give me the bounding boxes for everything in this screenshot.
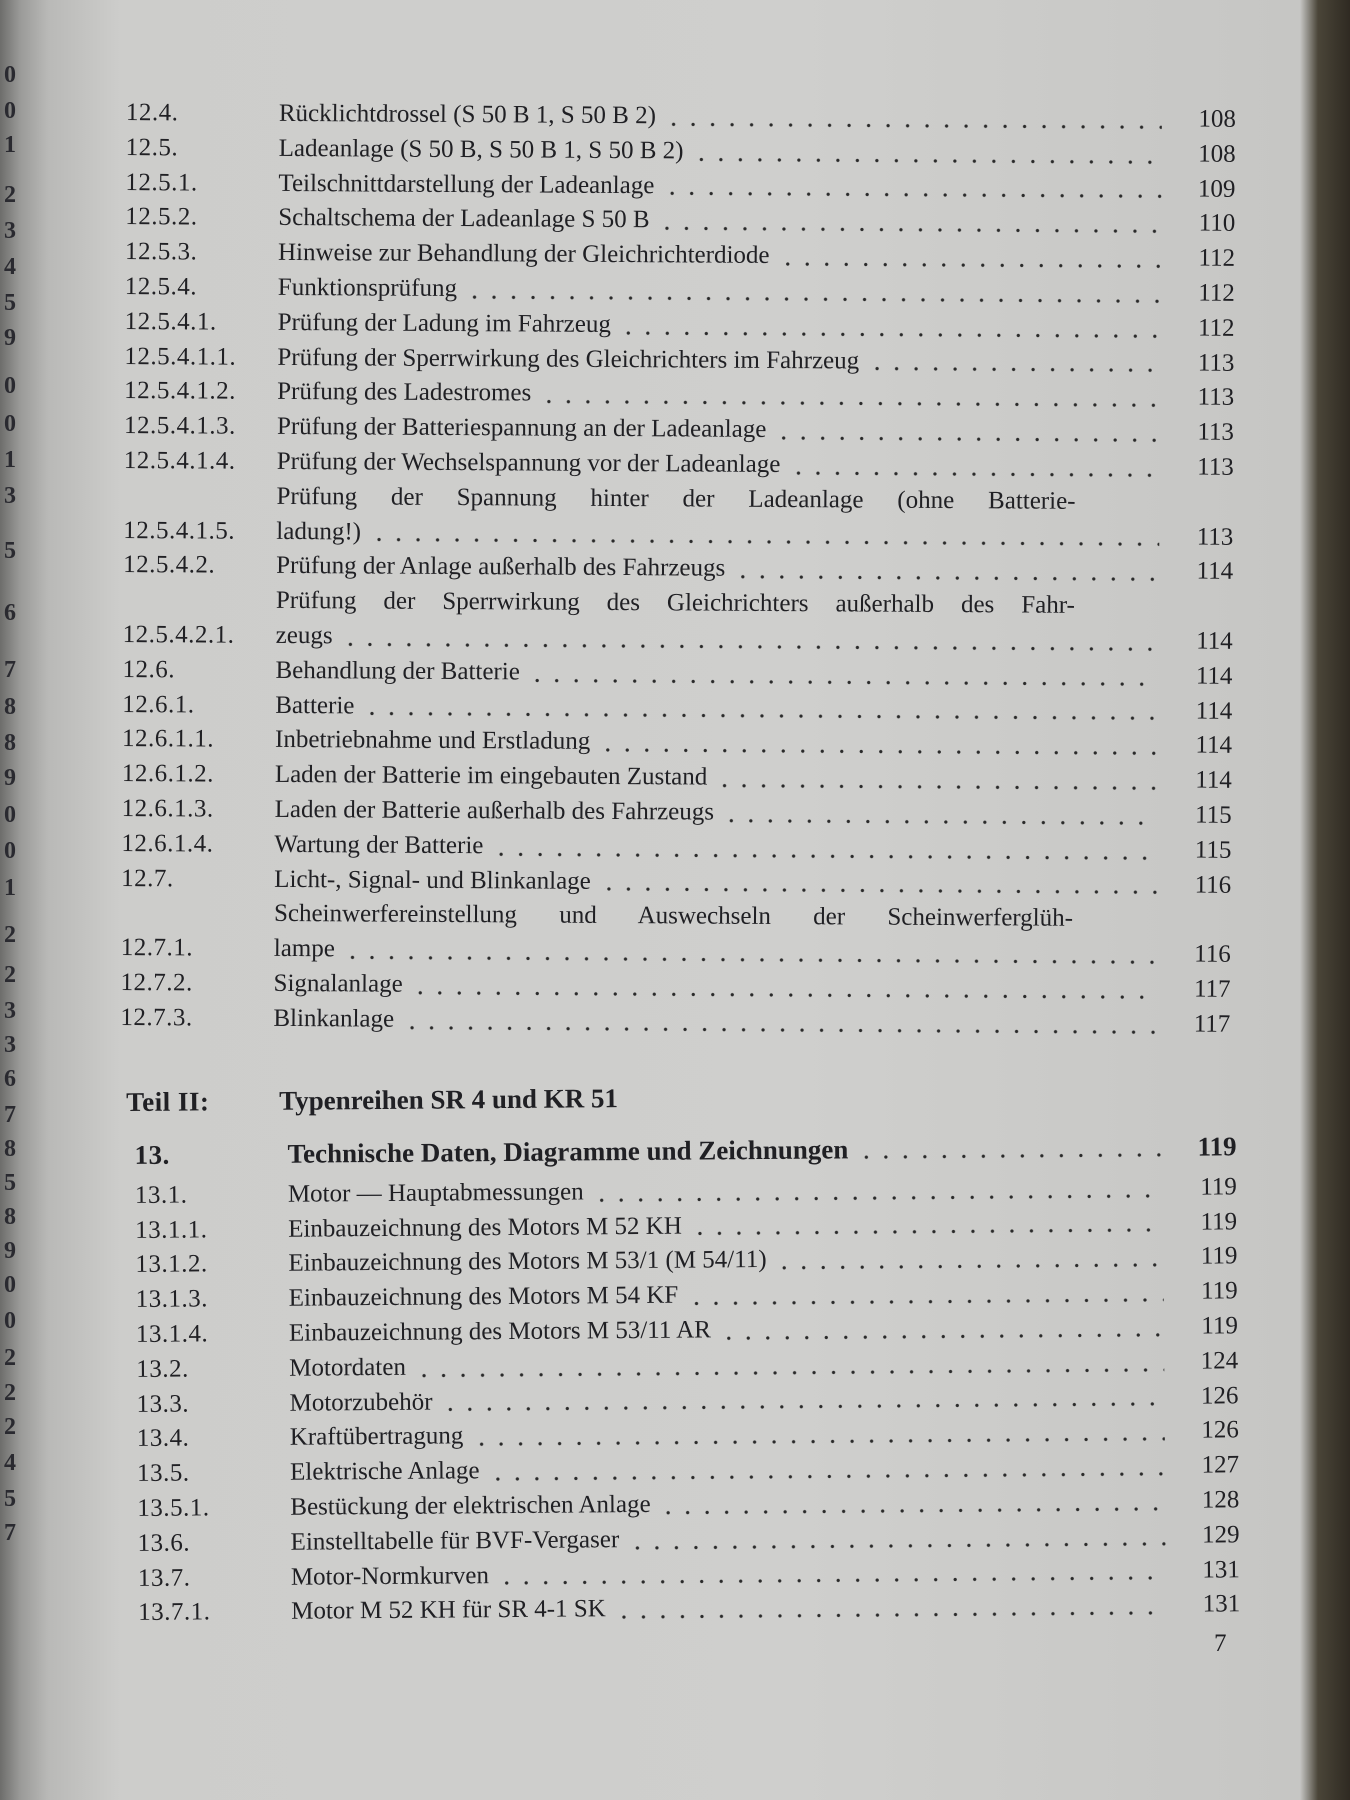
margin-digit: 7 <box>4 1102 16 1128</box>
entry-title-text: Motor M 52 KH für SR 4-1 SK <box>291 1595 606 1626</box>
margin-digit: 9 <box>4 765 16 791</box>
entry-title-text: Prüfung der Wechselspannung vor der Ladeanlage <box>276 447 781 478</box>
entry-page: 117 <box>1193 1010 1231 1038</box>
entry-title <box>277 410 1166 450</box>
entry-title-text: lampe <box>273 935 335 963</box>
entry-title-text: Einbauzeichnung des Motors M 53/11 AR <box>288 1316 712 1347</box>
entry-title-text: Behandlung der Batterie <box>275 656 520 686</box>
margin-digit: 0 <box>4 1272 16 1298</box>
entry-title <box>273 1002 1162 1042</box>
entry-page: 112 <box>1198 279 1235 307</box>
entry-page: 114 <box>1195 731 1233 760</box>
dot-leader <box>691 151 1161 166</box>
entry-number: 13.1.4. <box>135 1320 209 1348</box>
entry-page: 113 <box>1197 453 1234 481</box>
entry-page: 124 <box>1200 1347 1239 1375</box>
entry-title-text: Ladeanlage (S 50 B, S 50 B 1, S 50 B 2) <box>278 134 684 165</box>
dot-leader <box>343 949 1157 966</box>
dot-leader <box>658 220 1162 235</box>
entry-number: 13.1. <box>134 1181 188 1209</box>
entry-title-text: Hinweise zur Behandlung der Gleichrichterdiode <box>277 239 770 270</box>
dot-leader <box>465 289 1161 305</box>
dot-leader <box>539 394 1160 410</box>
margin-digit: 5 <box>4 290 16 316</box>
entry-title-text: Batterie <box>275 691 355 719</box>
entry-title-text: Einbauzeichnung des Motors M 52 KH <box>288 1212 682 1243</box>
entry-number: 13.1.3. <box>135 1285 209 1314</box>
entry-page: 114 <box>1195 766 1232 794</box>
dot-leader <box>491 846 1157 862</box>
entry-title-line <box>276 514 1165 554</box>
entry-page: 114 <box>1196 557 1234 586</box>
entry-number: 12.5.4.2. <box>123 551 216 579</box>
dot-leader <box>341 636 1159 653</box>
entry-title <box>279 132 1168 172</box>
entry-number: 12.5.2. <box>125 203 198 231</box>
entry-title <box>287 1130 1168 1172</box>
margin-digit: 2 <box>4 962 16 988</box>
entry-title-line <box>276 549 1165 589</box>
entry-title-line <box>279 132 1168 172</box>
part-title: Typenreihen SR 4 und KR 51 <box>279 1083 619 1116</box>
entry-number: 13.6. <box>137 1529 191 1557</box>
dot-leader <box>528 672 1159 688</box>
margin-digit: 7 <box>4 657 16 683</box>
margin-digit: 8 <box>4 694 16 720</box>
entry-number: 13.4. <box>136 1424 190 1453</box>
margin-digit: 0 <box>4 98 16 124</box>
entry-title-text: Bestückung der elektrischen Anlage <box>290 1490 651 1521</box>
entry-title <box>276 549 1165 589</box>
entry-number: 12.5.4.1.4. <box>123 446 236 475</box>
entry-page: 126 <box>1200 1381 1239 1410</box>
entry-number: 13.7. <box>137 1564 191 1592</box>
dot-leader <box>369 532 1159 549</box>
entry-title <box>275 688 1164 728</box>
entry-page: 109 <box>1197 175 1236 203</box>
toc-entry <box>121 896 1231 972</box>
entry-number: 12.4. <box>125 98 179 127</box>
entry-number: 12.5. <box>125 133 179 162</box>
entry-title-text: Schaltschema der Ladeanlage S 50 B <box>278 204 650 234</box>
entry-title <box>276 584 1165 659</box>
entry-title-text: Einbauzeichnung des Motors M 53/1 (M 54/11) <box>288 1246 767 1278</box>
margin-digit: 6 <box>4 600 16 626</box>
entry-title-line <box>279 97 1168 137</box>
entry-title <box>276 480 1165 555</box>
entry-title-line <box>273 1002 1162 1042</box>
toc-part-2-list <box>126 1129 1240 1631</box>
entry-title-text: Signalanlage <box>273 969 403 998</box>
margin-digit: 0 <box>4 1308 16 1334</box>
toc-entry <box>123 583 1233 659</box>
entry-number: 12.6.1.2. <box>121 760 214 788</box>
page-number: 7 <box>1214 1630 1227 1657</box>
dot-leader <box>867 361 1160 375</box>
entry-title <box>291 1588 1172 1630</box>
margin-digit: 4 <box>4 254 16 280</box>
entry-page: 115 <box>1194 801 1232 829</box>
margin-digit: 1 <box>4 875 16 901</box>
entry-number: 12.6.1.1. <box>121 725 215 753</box>
dot-leader <box>856 1147 1162 1161</box>
dot-leader <box>690 1222 1163 1238</box>
entry-page: 116 <box>1194 871 1232 899</box>
margin-digit: 3 <box>4 483 16 509</box>
entry-title-line <box>278 167 1167 207</box>
entry-title-text: Teilschnittdarstellung der Ladeanlage <box>278 169 655 199</box>
dot-leader <box>627 1535 1165 1551</box>
toc-entry <box>134 1129 1236 1172</box>
entry-page: 112 <box>1198 244 1236 272</box>
dot-leader <box>614 1605 1166 1621</box>
entry-title-line <box>277 375 1166 415</box>
entry-title-line <box>276 619 1165 659</box>
margin-digit: 0 <box>4 373 16 399</box>
margin-digit: 2 <box>4 1380 16 1406</box>
entry-number: 13.3. <box>136 1390 190 1418</box>
entry-page: 131 <box>1202 1555 1240 1584</box>
entry-number: 12.6.1.3. <box>121 794 214 823</box>
entry-number: 13.1.1. <box>135 1215 208 1244</box>
entry-title <box>274 862 1163 902</box>
entry-number: 12.5.4.1.2. <box>124 377 237 406</box>
dot-leader <box>722 812 1158 827</box>
entry-number: 12.7.1. <box>120 934 194 962</box>
entry-title <box>274 897 1163 972</box>
entry-title-text: Prüfung des Ladestromes <box>277 378 532 407</box>
entry-title-line <box>277 410 1166 450</box>
entry-number: 13.1.2. <box>135 1250 208 1279</box>
entry-page: 119 <box>1200 1277 1238 1305</box>
dot-leader <box>664 116 1162 131</box>
entry-title-text: Funktionsprüfung <box>277 273 458 303</box>
entry-page: 131 <box>1202 1590 1241 1618</box>
entry-title-text: zeugs <box>275 621 333 650</box>
entry-title-text: Motordaten <box>289 1353 406 1382</box>
entry-title-line <box>278 236 1167 276</box>
dot-leader <box>471 1431 1165 1448</box>
entry-number: 13.5. <box>136 1459 190 1488</box>
entry-title <box>278 167 1167 207</box>
entry-title-line <box>278 271 1167 311</box>
entry-title-text: Laden der Batterie im eingebauten Zustand <box>274 761 708 791</box>
toc-entry <box>138 1588 1240 1631</box>
dot-leader <box>497 1570 1166 1587</box>
entry-number: 13.5.1. <box>137 1494 210 1522</box>
entry-title-line <box>276 480 1165 520</box>
entry-page: 128 <box>1201 1486 1240 1514</box>
entry-number: 12.5.3. <box>124 238 198 266</box>
entry-title-text: Laden der Batterie außerhalb des Fahrzeugs <box>274 795 715 826</box>
entry-title-text: Rücklichtdrossel (S 50 B 1, S 50 B 2) <box>278 99 657 130</box>
dot-leader <box>488 1466 1166 1483</box>
margin-digit: 0 <box>4 838 16 864</box>
margin-digit: 5 <box>4 1486 16 1512</box>
entry-page: 126 <box>1201 1416 1239 1444</box>
margin-digit: 7 <box>4 1520 16 1546</box>
dot-leader <box>592 1187 1163 1203</box>
entry-page: 116 <box>1194 940 1231 968</box>
entry-title-line <box>278 201 1167 241</box>
entry-title-text: Inbetriebnahme und Erstladung <box>274 726 591 756</box>
toc-entry <box>123 479 1233 555</box>
entry-number: 13.2. <box>136 1355 189 1383</box>
entry-page: 114 <box>1195 662 1233 690</box>
entry-number: 12.6.1. <box>122 690 195 718</box>
entry-title <box>277 445 1166 485</box>
entry-title <box>275 758 1164 798</box>
entry-title-line <box>291 1588 1172 1630</box>
dot-leader <box>659 1501 1166 1517</box>
entry-page: 119 <box>1200 1242 1238 1270</box>
entry-title <box>275 793 1164 833</box>
entry-page: 127 <box>1201 1451 1240 1479</box>
margin-digit: 2 <box>4 1414 16 1440</box>
entry-title-text: Motor — Hauptabmessungen <box>287 1178 584 1208</box>
entry-title-text: Wartung der Batterie <box>274 830 484 859</box>
entry-title-text: Einstelltabelle für BVF-Vergaser <box>290 1525 620 1556</box>
toc-part-2 <box>126 1073 1240 1631</box>
entry-page: 119 <box>1200 1173 1237 1201</box>
entry-page: 112 <box>1197 314 1235 342</box>
part-heading <box>126 1073 1236 1122</box>
margin-digit: 3 <box>4 998 16 1024</box>
entry-page: 113 <box>1197 349 1235 377</box>
dot-leader <box>414 1361 1164 1379</box>
entry-number: 12.7.2. <box>120 968 193 997</box>
margin-digit: 9 <box>4 325 16 351</box>
margin-digit: 0 <box>4 62 16 88</box>
entry-title-line <box>278 306 1167 346</box>
entry-title <box>275 723 1164 763</box>
entry-title-text: Kraftübertragung <box>289 1422 464 1452</box>
entry-title <box>277 341 1166 381</box>
part-label: Teil II: <box>126 1086 210 1117</box>
entry-page: 113 <box>1196 523 1234 551</box>
entry-number: 13.7.1. <box>138 1598 211 1627</box>
entry-title-text: Prüfung der Sperrwirkung des Gleichrichters im Fahrzeug <box>277 343 860 375</box>
entry-title-line <box>275 688 1164 728</box>
dot-leader <box>619 325 1161 340</box>
dot-leader <box>777 256 1161 270</box>
margin-digit: 8 <box>4 730 16 756</box>
entry-number: 12.5.4.1.5. <box>123 516 236 545</box>
entry-title <box>279 97 1168 137</box>
entry-page: 114 <box>1196 627 1233 655</box>
entry-title <box>278 201 1167 241</box>
entry-title-text: Einbauzeichnung des Motors M 54 KF <box>288 1281 679 1312</box>
entry-title-text: Scheinwerfereinstellung und Auswechseln der Scheinwerferglüh- <box>273 900 1074 933</box>
entry-page: 108 <box>1198 140 1236 168</box>
dot-leader <box>715 778 1158 793</box>
entry-number: 12.6.1.4. <box>121 829 214 858</box>
entry-title-text: Technische Daten, Diagramme und Zeichnungen <box>287 1134 849 1169</box>
dot-leader <box>362 706 1158 723</box>
entry-title <box>273 967 1162 1007</box>
entry-title-line <box>273 967 1162 1007</box>
entry-title-line <box>277 341 1166 381</box>
toc-part-1-list <box>120 96 1236 1042</box>
margin-digit: 3 <box>4 218 16 244</box>
entry-number: 13. <box>134 1139 170 1170</box>
entry-number: 12.5.4.2.1. <box>122 620 235 649</box>
entry-title-line <box>274 897 1163 937</box>
entry-title-line <box>287 1130 1168 1172</box>
entry-title <box>278 306 1167 346</box>
entry-title-text: Prüfung der Spannung hinter der Ladeanlage (ohne Batterie- <box>276 482 1076 515</box>
dot-leader <box>788 465 1159 479</box>
dot-leader <box>402 1019 1156 1036</box>
entry-title-line <box>274 828 1163 868</box>
margin-digit: 2 <box>4 1345 16 1371</box>
entry-number: 12.7. <box>121 864 174 892</box>
margin-digit: 1 <box>4 447 16 473</box>
entry-page: 117 <box>1193 975 1231 1003</box>
entry-title-line <box>275 758 1164 798</box>
margin-digit: 2 <box>4 922 16 948</box>
entry-title <box>278 271 1167 311</box>
entry-title-text: Prüfung der Anlage außerhalb des Fahrzeugs <box>276 552 726 583</box>
dot-leader <box>411 984 1157 1001</box>
dot-leader <box>686 1292 1164 1308</box>
entry-number: 12.5.4.1.3. <box>123 412 236 440</box>
entry-number: 12.5.4.1.1. <box>124 342 237 371</box>
dot-leader <box>733 569 1159 584</box>
entry-title-text: Elektrische Anlage <box>289 1457 480 1486</box>
entry-page: 115 <box>1194 836 1232 864</box>
toc-entry <box>120 1001 1230 1043</box>
entry-title <box>275 654 1164 694</box>
entry-page: 114 <box>1195 697 1233 725</box>
entry-title-text: Licht-, Signal- und Blinkanlage <box>274 865 591 895</box>
dot-leader <box>441 1396 1165 1414</box>
entry-title-line <box>277 445 1166 485</box>
margin-digit: 8 <box>4 1204 16 1230</box>
entry-number: 12.5.4.1. <box>124 307 217 336</box>
entry-title-line <box>275 723 1164 763</box>
margin-digit: 1 <box>4 132 16 158</box>
margin-digit: 5 <box>4 1170 16 1196</box>
entry-title-text: Prüfung der Ladung im Fahrzeug <box>277 308 611 338</box>
margin-digit: 0 <box>4 411 16 437</box>
entry-title-line <box>274 862 1163 902</box>
entry-page: 113 <box>1197 383 1235 412</box>
entry-page: 119 <box>1201 1312 1239 1340</box>
entry-title-text: Prüfung der Batteriespannung an der Ladeanlage <box>276 413 767 444</box>
margin-digit: 6 <box>4 1066 16 1092</box>
entry-page: 108 <box>1198 105 1236 133</box>
dot-leader <box>598 742 1158 757</box>
margin-digit: 4 <box>4 1450 16 1476</box>
entry-title-text: Prüfung der Sperrwirkung des Gleichrichters außerhalb des Fahr- <box>275 587 1075 619</box>
entry-page: 119 <box>1197 1131 1237 1162</box>
margin-digit: 8 <box>4 1136 16 1162</box>
entry-title <box>278 236 1167 276</box>
entry-title-line <box>275 793 1164 833</box>
margin-digit: 5 <box>4 538 16 564</box>
entry-title <box>274 828 1163 868</box>
margin-digit: 3 <box>4 1032 16 1058</box>
margin-digit: 0 <box>4 802 16 828</box>
entry-title-text: ladung!) <box>276 517 362 546</box>
entry-number: 12.6. <box>122 655 176 684</box>
dot-leader <box>775 1257 1164 1272</box>
entry-page: 110 <box>1198 209 1236 238</box>
entry-page: 129 <box>1201 1521 1240 1549</box>
entry-number: 12.5.1. <box>125 168 198 197</box>
entry-title-text: Motorzubehör <box>289 1388 433 1417</box>
entry-title-line <box>274 932 1163 972</box>
dot-leader <box>599 881 1157 896</box>
entry-number: 12.5.4. <box>124 272 198 301</box>
entry-page: 113 <box>1197 418 1235 446</box>
entry-page: 119 <box>1200 1207 1238 1236</box>
margin-digit: 9 <box>4 1238 16 1264</box>
entry-title-text: Blinkanlage <box>273 1004 395 1033</box>
entry-title-line <box>275 654 1164 694</box>
margin-digit: 2 <box>4 182 16 208</box>
entry-number: 12.7.3. <box>120 1003 193 1032</box>
dot-leader <box>662 186 1161 201</box>
entry-title <box>277 375 1166 415</box>
dot-leader <box>719 1327 1164 1342</box>
dot-leader <box>774 430 1160 444</box>
entry-title-line <box>276 584 1165 624</box>
entry-title-text: Motor-Normkurven <box>290 1561 490 1591</box>
